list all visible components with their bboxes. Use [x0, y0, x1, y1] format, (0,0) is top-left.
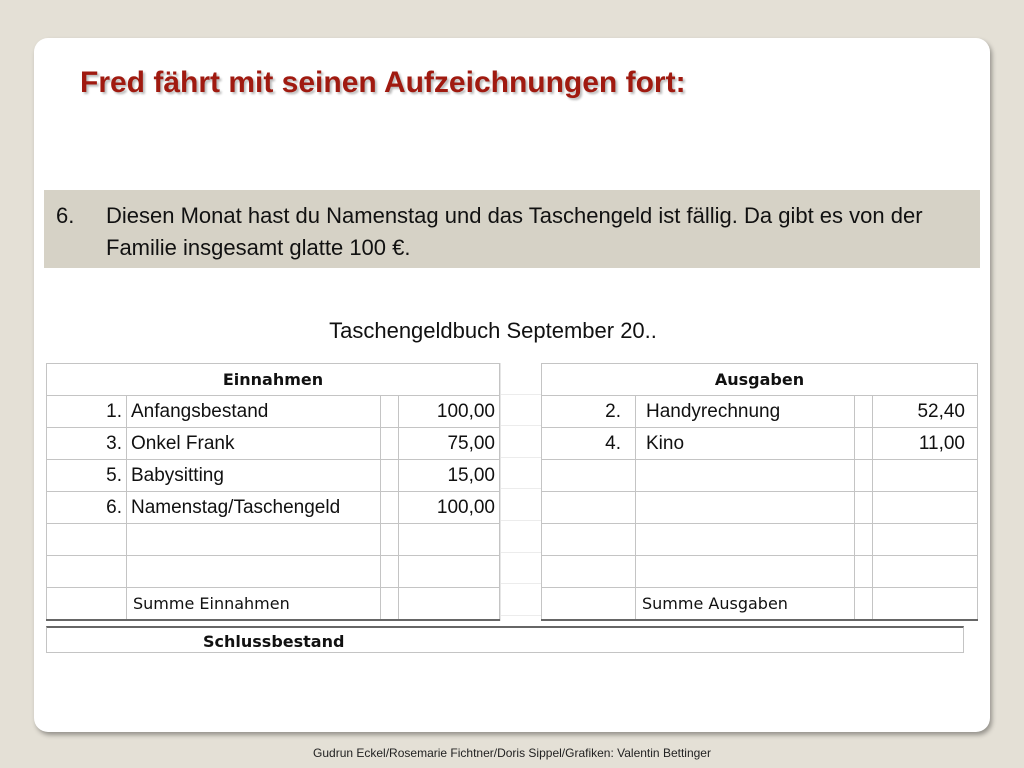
einnahmen-header: Einnahmen [47, 364, 500, 396]
empty-cell [399, 556, 500, 588]
footer-credits: Gudrun Eckel/Rosemarie Fichtner/Doris Sippel/Grafiken: Valentin Bettinger [313, 746, 711, 760]
empty-cell [542, 556, 636, 588]
entry-amount: 52,40 [873, 396, 978, 428]
entry-label: Kino [636, 428, 855, 460]
column-gap [500, 363, 542, 621]
spacer-cell [855, 396, 873, 428]
sum-einnahmen-value [399, 588, 500, 621]
table-row [542, 492, 978, 524]
table-row [47, 428, 500, 460]
empty-cell [542, 588, 636, 621]
table-row [542, 460, 978, 492]
empty-cell [873, 556, 978, 588]
entry-label: Anfangsbestand [127, 396, 381, 428]
task-box [44, 190, 980, 268]
entry-label: Handyrechnung [636, 396, 855, 428]
table-row [542, 428, 978, 460]
spacer-cell [381, 460, 399, 492]
book-title: Taschengeldbuch September 20.. [329, 318, 657, 343]
empty-cell [855, 524, 873, 556]
entry-amount: 100,00 [399, 492, 500, 524]
spacer-cell [381, 428, 399, 460]
entry-amount: 11,00 [873, 428, 978, 460]
entry-number: 3. [47, 428, 127, 460]
empty-cell [542, 492, 636, 524]
empty-cell [873, 460, 978, 492]
empty-cell [381, 524, 399, 556]
empty-cell [873, 524, 978, 556]
table-row [47, 460, 500, 492]
table-row [542, 524, 978, 556]
entry-number: 1. [47, 396, 127, 428]
ausgaben-table [541, 363, 978, 621]
spacer-cell [381, 492, 399, 524]
entry-amount: 15,00 [399, 460, 500, 492]
empty-cell [636, 556, 855, 588]
empty-cell [636, 460, 855, 492]
empty-cell [636, 524, 855, 556]
empty-cell [542, 460, 636, 492]
entry-amount: 75,00 [399, 428, 500, 460]
task-text: Diesen Monat hast du Namenstag und das Taschengeld ist fällig. Da gibt es von der Familie insgesamt glatte 100 €. [106, 203, 923, 260]
entry-label: Onkel Frank [127, 428, 381, 460]
entry-number: 4. [542, 428, 636, 460]
table-row [47, 556, 500, 588]
empty-cell [855, 588, 873, 621]
empty-cell [127, 556, 381, 588]
empty-cell [855, 460, 873, 492]
schlussbestand-label: Schlussbestand [203, 632, 345, 651]
schlussbestand-row [46, 626, 964, 653]
task-number: 6. [56, 203, 75, 228]
spacer-cell [381, 396, 399, 428]
table-row [47, 396, 500, 428]
einnahmen-table [46, 363, 500, 621]
entry-number: 5. [47, 460, 127, 492]
spacer-cell [855, 428, 873, 460]
empty-cell [855, 492, 873, 524]
sum-ausgaben-value [873, 588, 978, 621]
entry-number: 6. [47, 492, 127, 524]
entry-label: Namenstag/Taschengeld [127, 492, 381, 524]
empty-cell [47, 556, 127, 588]
ausgaben-header: Ausgaben [542, 364, 978, 396]
entry-number: 2. [542, 396, 636, 428]
table-row [542, 396, 978, 428]
sum-ausgaben-label: Summe Ausgaben [636, 588, 855, 621]
entry-amount: 100,00 [399, 396, 500, 428]
empty-cell [47, 588, 127, 621]
entry-label: Babysitting [127, 460, 381, 492]
table-row [47, 492, 500, 524]
empty-cell [47, 524, 127, 556]
empty-cell [127, 524, 381, 556]
empty-cell [381, 556, 399, 588]
sum-einnahmen-label: Summe Einnahmen [127, 588, 381, 621]
empty-cell [855, 556, 873, 588]
empty-cell [542, 524, 636, 556]
table-row [542, 556, 978, 588]
empty-cell [636, 492, 855, 524]
sum-row [47, 588, 500, 621]
empty-cell [873, 492, 978, 524]
slide-title: Fred fährt mit seinen Aufzeichnungen fort: [80, 66, 686, 99]
sum-row [542, 588, 978, 621]
empty-cell [381, 588, 399, 621]
table-row [47, 524, 500, 556]
empty-cell [399, 524, 500, 556]
